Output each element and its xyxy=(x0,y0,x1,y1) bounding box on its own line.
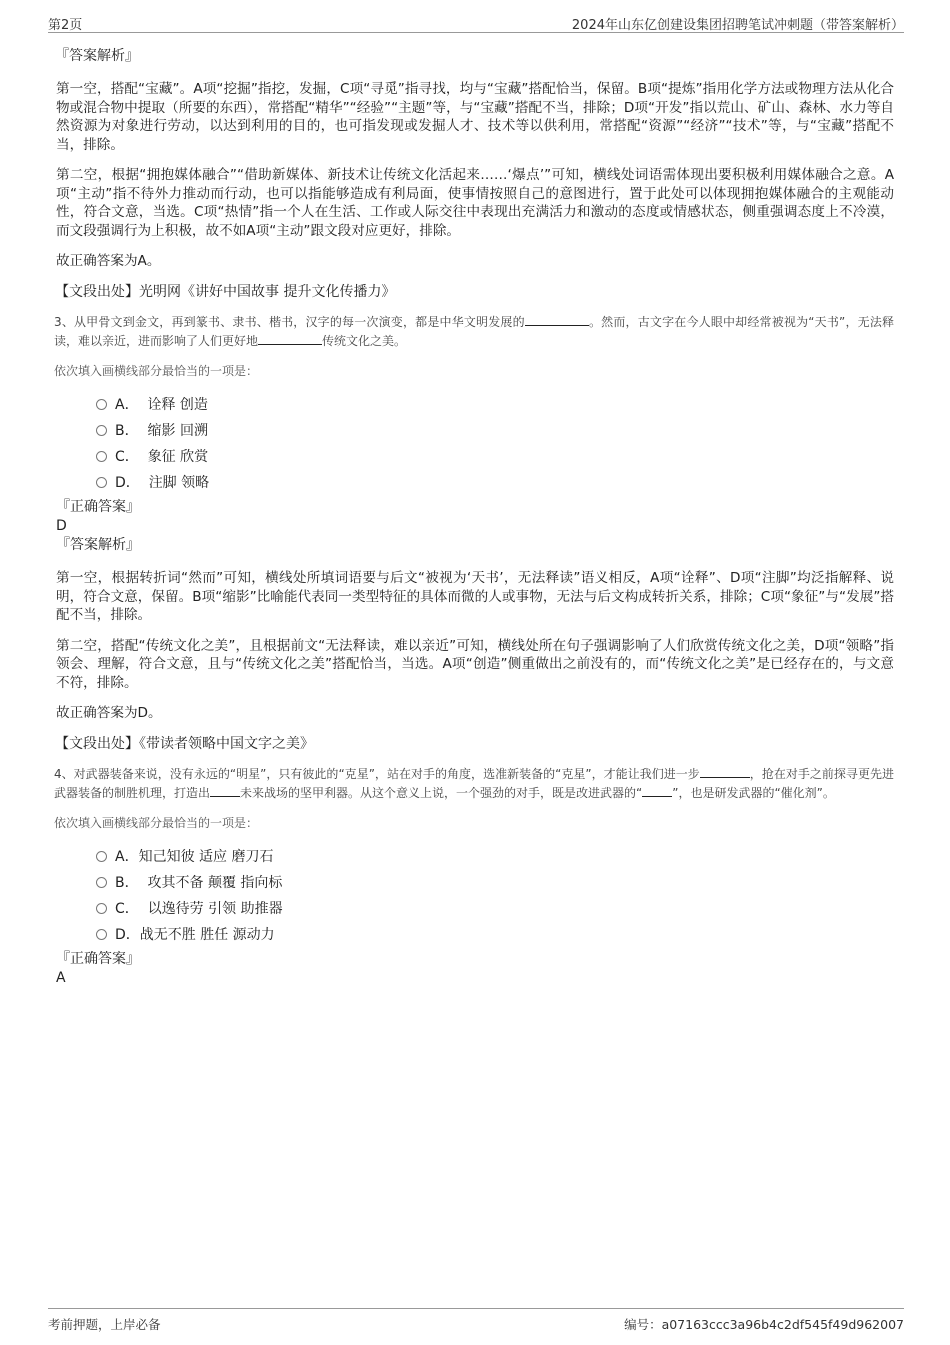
q3-correct-label: 『正确答案』 xyxy=(56,499,140,515)
q3-conclusion: 故正确答案为D。 xyxy=(56,705,162,721)
radio-button[interactable] xyxy=(96,877,107,888)
q4-instruction: 依次填入画横线部分最恰当的一项是： xyxy=(54,816,259,830)
q3-analysis-para1: 第一空，根据转折词“然而”可知，横线处所填词语要与后文“被视为‘天书’，无法释读”语义相反，A项“诠释”、D项“注脚”均泛指解释、说明，符合文意，保留。B项“缩影”比喻能代表同一类型特征的具体而微的人或事物，无法与后文构成转折关系，排除；C项“象征”与“发展”搭配不当，排除。 xyxy=(56,570,894,623)
page-content xyxy=(56,46,894,987)
q3-instruction: 依次填入画横线部分最恰当的一项是： xyxy=(54,364,259,378)
q2-analysis-para1: 第一空，搭配“宝藏”。A项“挖掘”指挖，发掘，C项“寻觅”指寻找，均与“宝藏”搭配恰当，保留。B项“提炼”指用化学方法或物理方法从化合物或混合物中提取（所要的东西），常搭配“精华”“经验”“主题”等，与“宝藏”搭配不当，排除；D项“开发”指以荒山、矿山、森林、水力等自然资源为对象进行劳动，以达到利用的目的，也可指发现或发掘人才、技术等以供利用，常搭配“资源”“经济”“技术”等，与“宝藏”搭配不当，排除。 xyxy=(56,81,894,153)
q2-analysis-para2: 第二空，根据“拥抱媒体融合”“借助新媒体、新技术让传统文化活起来……‘爆点’”可知，横线处词语需体现出要积极利用媒体融合之意。A项“主动”指不待外力推动而行动，也可以指能够造成有利局面，使事情按照自己的意图进行，置于此处可以体现拥抱媒体融合的主观能动性，符合文意，当选。C项“热情”指一个人在生活、工作或人际交往中表现出充满活力和激动的态度或情感状态，侧重强调态度上不冷漠，而文段强调行为上积极，故不如A项“主动”跟文段对应更好，排除。 xyxy=(56,167,894,239)
q3-correct-answer: D xyxy=(56,518,67,534)
document-id: 编号：a07163ccc3a96b4c2df545f49d962007 xyxy=(624,1317,904,1332)
q3-source: 【文段出处】《带读者领略中国文字之美》 xyxy=(55,735,314,752)
q2-analysis-label: 『答案解析』 xyxy=(55,48,139,64)
q2-source: 【文段出处】光明网《讲好中国故事 提升文化传播力》 xyxy=(55,283,396,300)
q3-analysis-label: 『答案解析』 xyxy=(56,537,140,553)
q4-blank-1 xyxy=(700,765,750,778)
q3-option-b[interactable]: B． 缩影 回溯 xyxy=(56,417,894,443)
q3-stem: 3、从甲骨文到金文，再到篆书、隶书、楷书，汉字的每一次演变，都是中华文明发展的 。然而，古文字在今人眼中却经常被视为“天书”，无法释读，难以亲近，进而影响了人们更好地 传统文化之美。 xyxy=(54,315,895,348)
document-title: 2024年山东亿创建设集团招聘笔试冲刺题（带答案解析） xyxy=(571,18,904,33)
q4-correct-answer: A xyxy=(56,970,66,986)
q3-analysis-para2: 第二空，搭配“传统文化之美”，且根据前文“无法释读，难以亲近”可知，横线处所在句子强调影响了人们欣赏传统文化之美，D项“领略”指领会、理解，符合文意，且与“传统文化之美”搭配恰当，当选。A项“创造”侧重做出之前没有的，而“传统文化之美”是已经存在的，与文意不符，排除。 xyxy=(56,637,894,691)
q2-conclusion: 故正确答案为A。 xyxy=(56,253,161,269)
q4-options xyxy=(56,843,894,947)
q4-option-d[interactable]: D．战无不胜 胜任 源动力 xyxy=(56,921,894,947)
footer-slogan: 考前押题，上岸必备 xyxy=(48,1317,161,1332)
page-header xyxy=(48,12,904,33)
q4-option-c[interactable]: C． 以逸待劳 引领 助推器 xyxy=(56,895,894,921)
q3-option-d[interactable]: D． 注脚 领略 xyxy=(56,469,894,495)
page-footer xyxy=(48,1308,904,1331)
q3-blank-2 xyxy=(258,332,322,345)
q3-blank-1 xyxy=(525,313,589,326)
q4-stem: 4、对武器装备来说，没有永远的“明星”，只有彼此的“克星”，站在对手的角度，选准新装备的“克星”，才能让我们进一步 ，抢在对手之前探寻更先进武器装备的制胜机理，打造出 未来战场的坚甲利器。从这个意义上说，一个强劲的对手，既是改进武器的“ ”，也是研发武器的“催化剂”。 xyxy=(54,767,894,800)
q3-option-a[interactable]: A． 诠释 创造 xyxy=(56,391,894,417)
q4-option-b[interactable]: B． 攻其不备 颠覆 指向标 xyxy=(56,869,894,895)
radio-button[interactable] xyxy=(96,477,107,488)
q4-option-a[interactable]: A．知己知彼 适应 磨刀石 xyxy=(56,843,894,869)
radio-button[interactable] xyxy=(96,929,107,940)
q4-blank-2 xyxy=(210,784,240,797)
q3-option-c[interactable]: C． 象征 欣赏 xyxy=(56,443,894,469)
q3-options xyxy=(56,391,894,495)
radio-button[interactable] xyxy=(96,903,107,914)
radio-button[interactable] xyxy=(96,851,107,862)
q4-blank-3 xyxy=(642,784,672,797)
q4-correct-label: 『正确答案』 xyxy=(56,951,140,967)
page-number: 第2页 xyxy=(48,18,83,33)
radio-button[interactable] xyxy=(96,425,107,436)
radio-button[interactable] xyxy=(96,399,107,410)
radio-button[interactable] xyxy=(96,451,107,462)
